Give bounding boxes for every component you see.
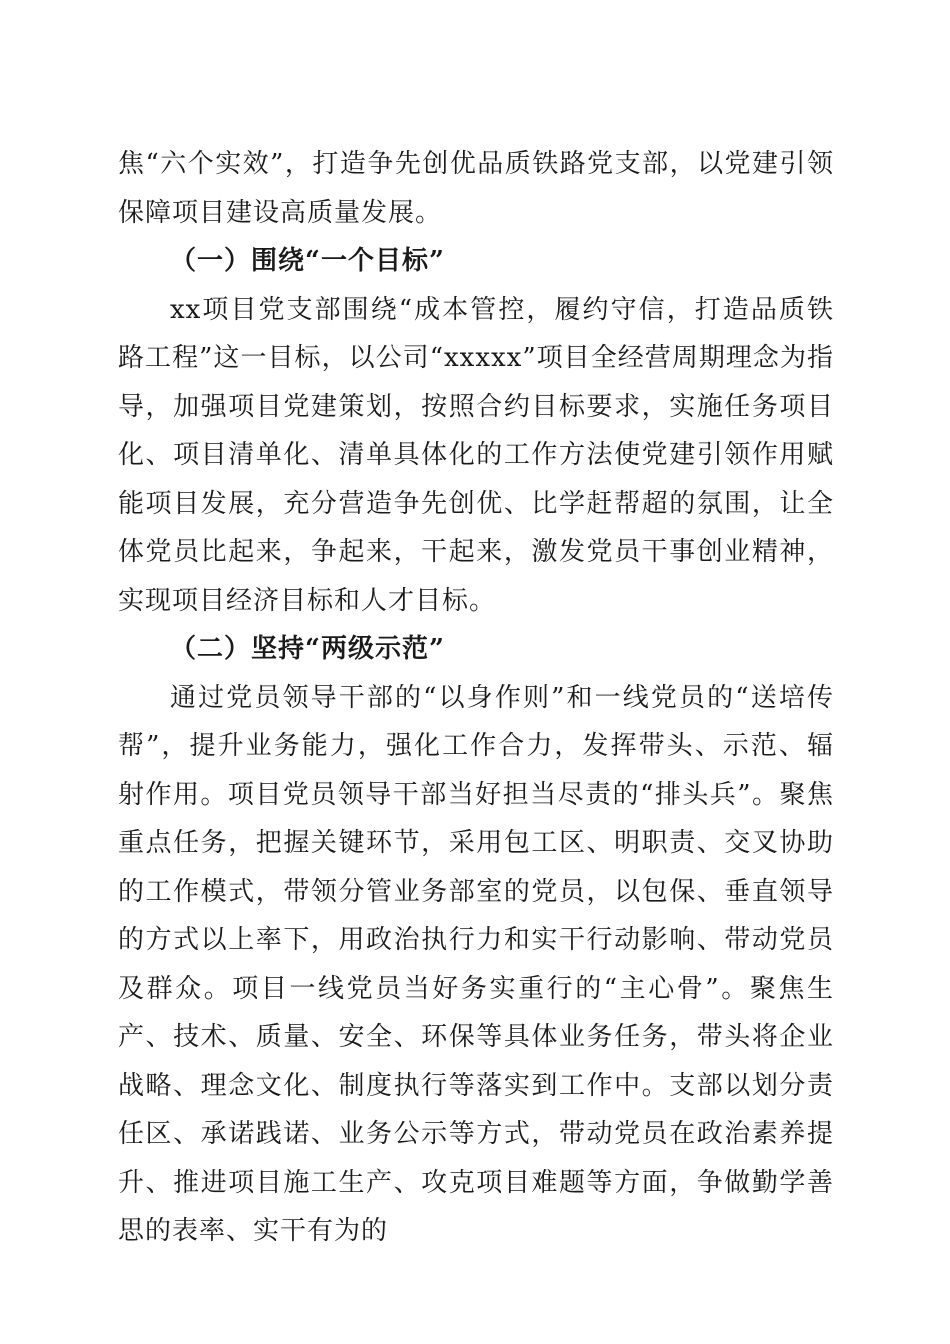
paragraph-section-one: xx项目党支部围绕“成本管控，履约守信，打造品质铁路工程”这一目标，以公司“xxxxx”项目全经营周期理念为指导，加强项目党建策划，按照合约目标要求，实施任务项目化、项目清单化、清单具体化的工作方法使党建引领作用赋能项目发展，充分营造争先创优、比学赶帮超的氛围，让全体党员比起来，争起来，干起来，激发党员干事创业精神，实现项目经济目标和人才目标。: [118, 294, 834, 616]
section-heading-one: （一）围绕“一个目标”: [170, 246, 445, 276]
document-body: [118, 140, 834, 1256]
section-heading-two: （二）坚持“两级示范”: [170, 634, 445, 664]
paragraph-section-two: 通过党员领导干部的“以身作则”和一线党员的“送培传帮”，提升业务能力，强化工作合力，发挥带头、示范、辐射作用。项目党员领导干部当好担当尽责的“排头兵”。聚焦重点任务，把握关键环节，采用包工区、明职责、交叉协助的工作模式，带领分管业务部室的党员，以包保、垂直领导的方式以上率下，用政治执行力和实干行动影响、带动党员及群众。项目一线党员当好务实重行的“主心骨”。聚焦生产、技术、质量、安全、环保等具体业务任务，带头将企业战略、理念文化、制度执行等落实到工作中。支部以划分责任区、承诺践诺、业务公示等方式，带动党员在政治素养提升、推进项目施工生产、攻克项目难题等方面，争做勤学善思的表率、实干有为的: [118, 682, 834, 1246]
paragraph-intro: 焦“六个实效”，打造争先创优品质铁路党支部，以党建引领保障项目建设高质量发展。: [118, 149, 834, 228]
